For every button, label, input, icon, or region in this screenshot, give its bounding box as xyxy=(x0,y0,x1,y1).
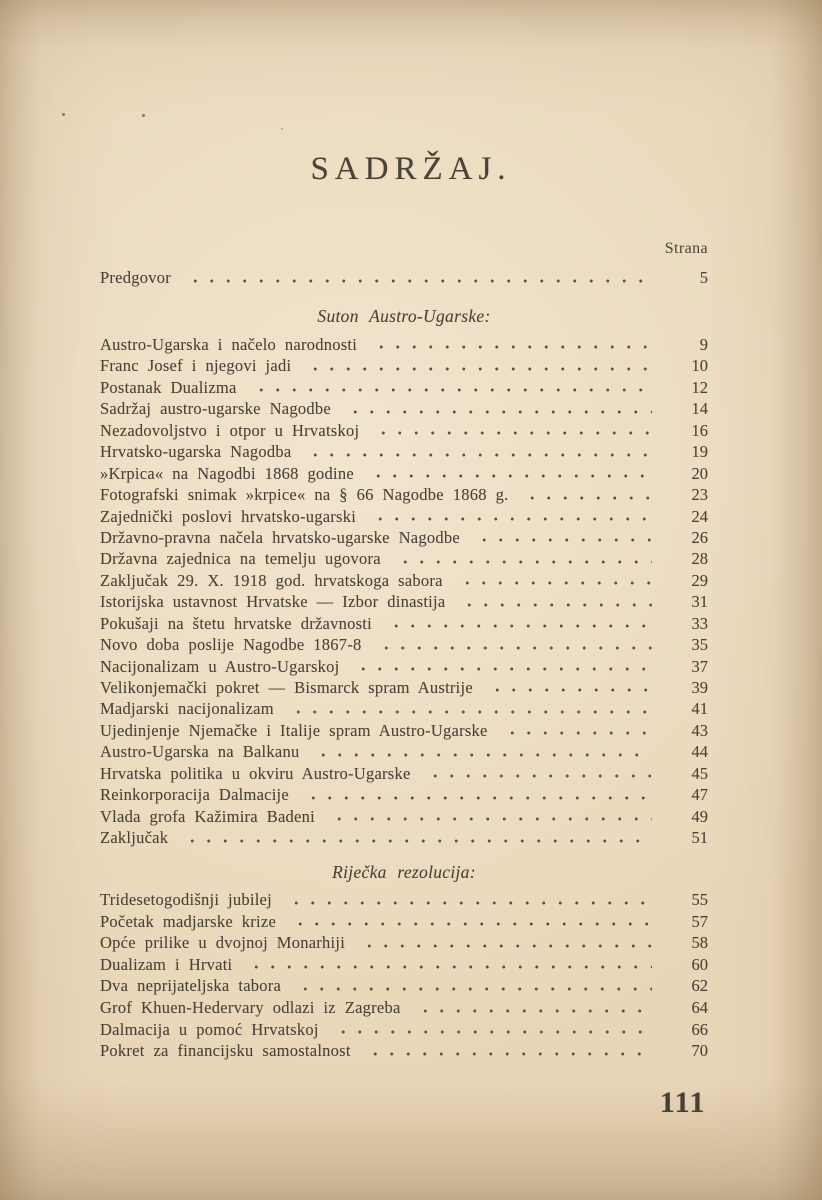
dot-leader xyxy=(244,954,652,976)
dot-leader xyxy=(351,656,652,677)
dot-leader xyxy=(288,911,652,933)
toc-entry-label: Velikonjemački pokret — Bismarck spram Austrije xyxy=(100,678,473,697)
toc-row xyxy=(100,763,708,784)
toc-entry-page: 37 xyxy=(691,656,708,676)
toc-entry-page: 43 xyxy=(691,720,708,740)
toc-row xyxy=(100,463,708,484)
toc-row xyxy=(100,827,708,848)
toc-entry-page: 64 xyxy=(691,997,708,1017)
toc-row xyxy=(100,506,708,527)
dot-leader xyxy=(293,975,652,997)
dot-leader xyxy=(303,355,652,376)
paper-speck xyxy=(62,113,65,116)
toc-row xyxy=(100,441,708,462)
toc-entry-label: »Krpica« na Nagodbi 1868 godine xyxy=(100,463,354,483)
toc-entry-page: 10 xyxy=(691,356,708,376)
dot-leader xyxy=(180,827,652,848)
toc-entry-page: 39 xyxy=(691,678,708,697)
preface-page: 5 xyxy=(699,268,708,287)
toc-entry-page: 31 xyxy=(691,592,708,612)
toc-entry-label: Nacijonalizam u Austro-Ugarskoj xyxy=(100,656,340,676)
toc-entry-label: Austro-Ugarska na Balkanu xyxy=(100,742,300,762)
toc-entry-label: Pokret za financijsku samostalnost xyxy=(100,1041,351,1061)
toc-entry-page: 41 xyxy=(691,699,708,719)
toc-row xyxy=(100,420,708,441)
toc-entry-list xyxy=(100,889,708,1062)
toc-row xyxy=(100,613,708,634)
toc-entry-page: 60 xyxy=(691,954,708,974)
toc-entry-label: Zajednički poslovi hrvatsko-ugarski xyxy=(100,506,357,526)
toc-entry-page: 44 xyxy=(691,742,708,762)
toc-entry-page: 49 xyxy=(691,806,708,826)
toc-entry-page: 9 xyxy=(699,335,708,354)
dot-leader xyxy=(284,889,652,911)
page-column-header: Strana xyxy=(664,240,708,257)
toc-row xyxy=(100,656,708,677)
toc-row xyxy=(100,398,708,419)
dot-leader xyxy=(327,806,652,827)
toc-entry-page: 45 xyxy=(691,763,708,783)
dot-leader xyxy=(343,398,652,419)
toc-row xyxy=(100,1019,708,1041)
toc-entry-label: Ujedinjenje Njemačke i Italije spram Austro-Ugarske xyxy=(100,720,488,740)
dot-leader xyxy=(472,527,652,548)
dot-leader xyxy=(485,677,652,698)
toc-row xyxy=(100,954,708,976)
dot-leader xyxy=(393,548,652,569)
toc-entry-page: 24 xyxy=(691,506,708,526)
toc-row xyxy=(100,548,708,569)
toc-row xyxy=(100,634,708,655)
toc-entry-page: 66 xyxy=(691,1019,708,1039)
dot-leader xyxy=(423,763,652,784)
toc-entry-page: 35 xyxy=(691,635,708,655)
toc-row xyxy=(100,784,708,805)
folio-page-number: 111 xyxy=(659,1086,706,1119)
dot-leader xyxy=(286,698,652,719)
dot-leader xyxy=(520,484,652,505)
toc-entry-page: 70 xyxy=(691,1041,708,1061)
toc-row xyxy=(100,932,708,954)
toc-entry-label: Pokušaji na štetu hrvatske državnosti xyxy=(100,613,372,633)
toc-row xyxy=(100,570,708,591)
dot-leader xyxy=(331,1019,652,1041)
toc-row xyxy=(100,698,708,719)
toc-row xyxy=(100,975,708,997)
dot-leader xyxy=(457,591,652,612)
toc-row xyxy=(100,355,708,376)
toc-entry-label: Hrvatsko-ugarska Nagodba xyxy=(100,442,292,462)
dot-leader xyxy=(368,506,652,527)
toc-entry-page: 58 xyxy=(691,933,708,953)
page-title: SADRŽAJ. xyxy=(310,151,512,188)
toc-entry-label: Sadržaj austro-ugarske Nagodbe xyxy=(100,399,331,419)
dot-leader xyxy=(357,932,652,954)
toc-entry-label: Austro-Ugarska i načelo narodnosti xyxy=(100,335,358,354)
toc-entry-label: Dva neprijateljska tabora xyxy=(100,976,282,996)
toc-entry-page: 28 xyxy=(691,549,708,569)
preface-label: Predgovor xyxy=(100,268,171,287)
toc-entry-label: Dalmacija u pomoć Hrvatskoj xyxy=(100,1019,319,1039)
toc-row xyxy=(100,720,708,741)
toc-entry-page: 16 xyxy=(691,420,708,440)
toc-entry-page: 26 xyxy=(691,527,708,547)
toc-row xyxy=(100,741,708,762)
toc-row xyxy=(100,1040,708,1062)
toc-entry-page: 29 xyxy=(691,570,708,590)
toc-entry-label: Franc Josef i njegovi jadi xyxy=(100,356,292,376)
toc-entry-label: Novo doba poslije Nagodbe 1867-8 xyxy=(100,635,362,655)
toc-row xyxy=(100,527,708,548)
toc-entry-page: 47 xyxy=(691,785,708,805)
dot-leader xyxy=(455,570,652,591)
toc-entry-page: 19 xyxy=(691,442,708,462)
dot-leader xyxy=(249,377,652,398)
toc-row xyxy=(100,377,708,398)
toc-row xyxy=(100,677,708,698)
toc-entry-label: Tridesetogodišnji jubilej xyxy=(100,890,272,909)
dot-leader xyxy=(366,463,652,484)
toc-entry-page: 33 xyxy=(691,613,708,633)
toc-entry-page: 23 xyxy=(691,485,708,505)
toc-entry-label: Madjarski nacijonalizam xyxy=(100,699,274,719)
toc-entry-page: 55 xyxy=(691,890,708,909)
dot-leader xyxy=(413,997,652,1019)
toc-row xyxy=(100,334,708,355)
toc-entry-label: Reinkorporacija Dalmacije xyxy=(100,785,289,805)
paper-speck xyxy=(142,114,145,117)
toc-row xyxy=(100,997,708,1019)
toc-entry-label: Nezadovoljstvo i otpor u Hrvatskoj xyxy=(100,420,360,440)
section-heading: Riječka rezolucija: xyxy=(332,862,476,882)
toc-row xyxy=(100,591,708,612)
dot-leader xyxy=(303,441,652,462)
toc-entry-page: 14 xyxy=(691,399,708,419)
toc-entry-page: 12 xyxy=(691,377,708,397)
toc-entry-label: Početak madjarske krize xyxy=(100,911,277,931)
toc-entry-label: Istorijska ustavnost Hrvatske — Izbor dinastija xyxy=(100,592,446,612)
toc-entry-page: 62 xyxy=(691,976,708,996)
dot-leader xyxy=(363,1040,652,1062)
dot-leader xyxy=(369,334,652,355)
toc-entry-page: 51 xyxy=(691,828,708,848)
toc-row xyxy=(100,889,708,911)
toc-entry-label: Opće prilike u dvojnoj Monarhiji xyxy=(100,933,346,953)
dot-leader xyxy=(384,613,652,634)
toc-entry-label: Grof Khuen-Hedervary odlazi iz Zagreba xyxy=(100,997,401,1017)
toc-entry-label: Postanak Dualizma xyxy=(100,377,237,397)
toc-row xyxy=(100,806,708,827)
toc-entry-list xyxy=(100,334,708,849)
preface-row xyxy=(100,267,708,289)
dot-leader xyxy=(301,784,652,805)
toc-entry-label: Državno-pravna načela hrvatsko-ugarske Nagodbe xyxy=(100,527,460,547)
toc-entry-label: Hrvatska politika u okviru Austro-Ugarske xyxy=(100,763,411,783)
toc-entry-label: Fotografski snimak »krpice« na § 66 Nagodbe 1868 g. xyxy=(100,485,509,505)
toc-row xyxy=(100,484,708,505)
dot-leader xyxy=(371,420,652,441)
paper-speck xyxy=(281,128,283,130)
dot-leader xyxy=(374,634,652,655)
toc-entry-label: Dualizam i Hrvati xyxy=(100,954,233,974)
toc-entry-label: Državna zajednica na temelju ugovora xyxy=(100,549,381,569)
toc-entry-label: Zaključak xyxy=(100,828,169,848)
dot-leader xyxy=(500,720,652,741)
dot-leader xyxy=(311,741,652,762)
toc-entry-page: 20 xyxy=(691,463,708,483)
toc-row xyxy=(100,911,708,933)
toc-entry-page: 57 xyxy=(691,911,708,931)
toc-entry-label: Zaključak 29. X. 1918 god. hrvatskoga sabora xyxy=(100,570,443,590)
toc-entry-label: Vlada grofa Kažimira Badeni xyxy=(100,806,315,826)
dot-leader xyxy=(183,267,652,289)
section-heading: Suton Austro-Ugarske: xyxy=(317,306,491,326)
